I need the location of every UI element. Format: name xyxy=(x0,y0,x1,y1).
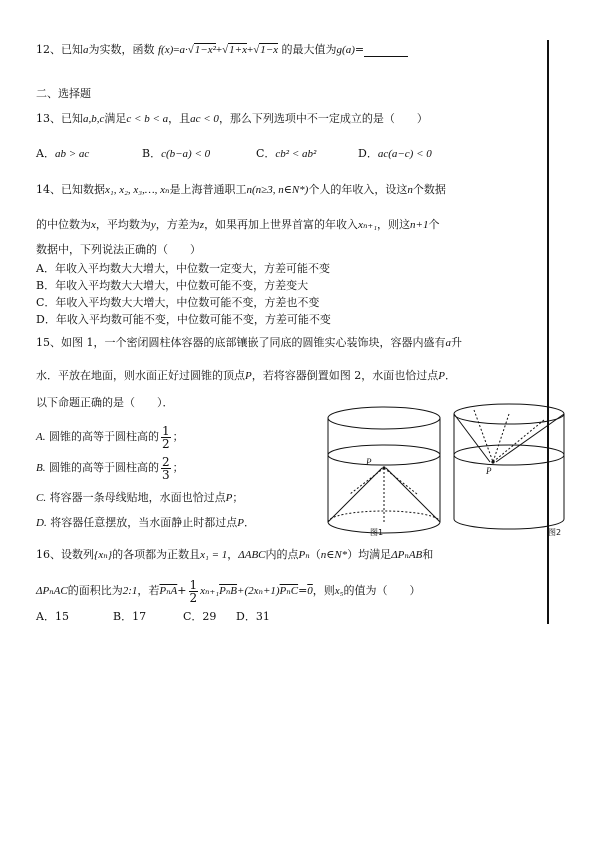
section-title: 二、选择题 xyxy=(36,87,91,100)
point-p-fig1 xyxy=(382,466,385,469)
q14-option-d: D．年收入平均数可能不变，中位数可能不变，方差可能不变 xyxy=(36,313,331,326)
q13-option-d: D．ac(a−c) < 0 xyxy=(358,147,432,160)
q12-number: 12、 xyxy=(36,43,61,56)
q15-option-d: D. 将容器任意摆放，当水面静止时都过点P． xyxy=(36,516,255,529)
q12-function: f(x)=a·√1−x²+√1+x+√1−x xyxy=(158,44,279,56)
question-16-line1: 16、设数列{xₙ}的各项都为正数且x₁ = 1，ΔABC内的点Pₙ（n∈N*）均满足ΔPₙAB和 xyxy=(36,548,434,561)
figure-2-caption: 图2 xyxy=(548,528,562,537)
question-12: 12、已知a为实数，函数 f(x)=a·√1−x²+√1+x+√1−x 的最大值为g(a)= xyxy=(36,43,408,57)
question-15-line1: 15、如图 1，一个密闭圆柱体容器的底部镶嵌了同底的圆锥实心装饰块，容器内盛有a升 xyxy=(36,336,462,349)
q15-option-b: B. 圆锥的高等于圆柱高的 $\frac{2}{3}$ ； xyxy=(36,454,184,482)
figure-1-cylinder xyxy=(328,407,440,533)
q14-option-c: C．年收入平均数大大增大，中位数可能不变，方差也不变 xyxy=(36,296,320,309)
q16-option-d: D．31 xyxy=(236,610,270,623)
q13-option-c: C．cb² < ab² xyxy=(256,147,317,160)
fig2-point-label: P xyxy=(486,466,492,476)
fig1-point-label: P xyxy=(366,457,372,467)
question-14-line3: 数据中，下列说法正确的（ ） xyxy=(36,243,201,256)
question-14-line1: 14、已知数据x₁, x₂, x₃,…, xₙ是上海普通职工n(n≥3, n∈N*)个人的年收入，设这n个数据 xyxy=(36,183,446,196)
q16-option-c: C．29 xyxy=(183,610,217,623)
question-15-line3: 以下命题正确的是（ ）． xyxy=(36,396,174,409)
figure-1-caption: 图1 xyxy=(370,528,384,537)
q16-option-a: A．15 xyxy=(36,610,69,623)
q13-option-b: B．c(b−a) < 0 xyxy=(142,147,211,160)
question-16-line2: ΔPₙAC的面积比为2:1，若$\overline{P_nA}+$ $\frac{1}{2}$ $x_{n+1}\overline{P_nB}+(2x_n+1)\overline{P_nC}=0$，则x₅的值为（ ） xyxy=(36,577,421,605)
point-p-fig2 xyxy=(491,460,494,463)
q15-option-c: C. 将容器一条母线贴地，水面也恰过点P； xyxy=(36,491,244,504)
q14-option-b: B．年收入平均数大大增大，中位数可能不变，方差变大 xyxy=(36,279,309,292)
question-14-line2: 的中位数为x，平均数为y，方差为z，如果再加上世界首富的年收入xₙ₊₁，则这n+1个 xyxy=(36,218,440,231)
question-15-line2: 水．平放在地面，则水面正好过圆锥的顶点P，若将容器倒置如图 2，水面也恰过点P． xyxy=(36,369,456,382)
figure-2-cylinder xyxy=(454,404,564,529)
q15-figures xyxy=(322,402,572,537)
q16-option-b: B．17 xyxy=(113,610,147,623)
q14-option-a: A．年收入平均数大大增大，中位数一定变大，方差可能不变 xyxy=(36,262,330,275)
answer-blank xyxy=(364,45,408,57)
question-13: 13、已知a,b,c满足c < b < a，且ac < 0，那么下列选项中不一定成立的是（ ） xyxy=(36,112,428,125)
q15-option-a: A. 圆锥的高等于圆柱高的 $\frac{1}{2}$ ； xyxy=(36,423,184,451)
q13-option-a: A．ab > ac xyxy=(36,147,90,160)
